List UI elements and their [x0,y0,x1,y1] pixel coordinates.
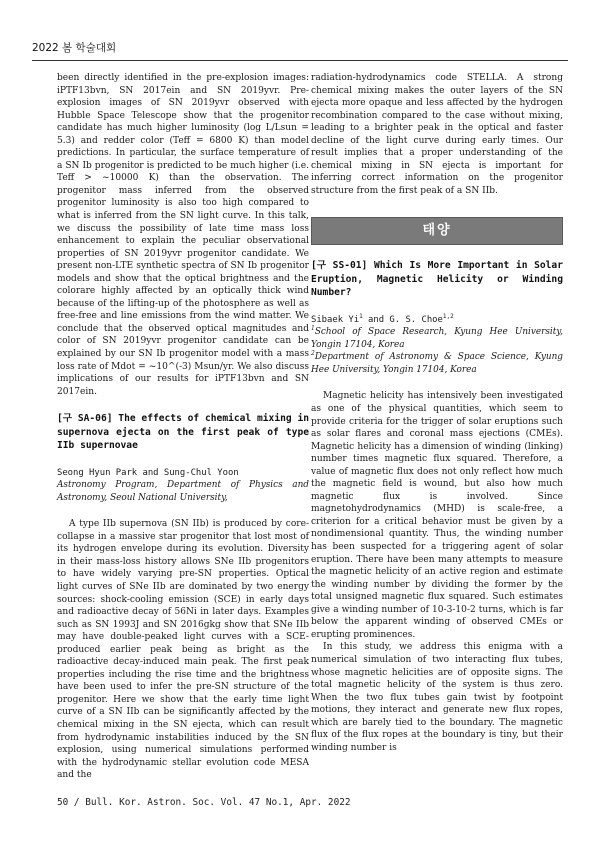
section-banner-label: 태양 [422,223,452,239]
abstract-body-sa06: A type IIb supernova (SN IIb) is produced by core-collapse in a massive star progenitor that lost most of its hydrogen envelope during its evolution. Diversity in their mass-loss history allows SNe IIb progenitors to have widely varying pre-SN properties. Optical light curves of SNe IIb are dominated by two energy sources: shock-cooling emission (SCE) in early days and radioactive decay of 56Ni in later days. Examples such as SN 1993J and SN 2016gkg show that SNe IIb may have double-peaked light curves with a SCE-produced earlier peak being as bright as the radioactive decay-induced main peak. The first peak properties including the rise time and the brightness have been used to infer the pre-SN structure of the progenitor. Here we show that the early time light curve of a SN IIb can be significantly affected by the chemical mixing in the SN ejecta, which can result from hydrodynamic instabilities induced by the SN explosion, using numerical simulations performed with the hydrodynamic stellar evolution code MESA and the [57,519,309,781]
author-choe-sup: 1,2 [442,313,454,320]
abstract-authors-sa06: Seong Hyun Park and Sung-Chul Yoon [57,467,239,478]
affiliation-2-text: Department of Astronomy & Space Science, Kyung Hee University, Yongin 17104, Korea [311,352,563,375]
abstract-affiliation-sa06: Astronomy Program, Department of Physics and Astronomy, Seoul National University, [57,480,309,503]
author-yi-sup: 1 [359,313,363,320]
left-column [57,72,309,782]
abstract-title-ss01: [구 SS-01] Which Is More Important in Solar Eruption, Magnetic Helicity or Winding Number? [311,260,563,299]
right-column [311,72,563,754]
affiliation-1-sup: 1 [311,325,315,333]
journal-header: 2022 봄 학술대회 [32,42,117,54]
continued-abstract-text-right: radiation-hydrodynamics code STELLA. A strong chemical mixing makes the outer layers of the SN ejecta more opaque and less affected by the hydrogen recombination compared to the case without mixing, leading to a brighter peak in the optical and faster decline of the light curve during early times. Our result implies that a proper understanding of the chemical mixing in SN ejecta is important for inferring correct information on the progenitor structure from the first peak of a SN IIb. [311,73,563,196]
continued-abstract-text: been directly identified in the pre-explosion images: iPTF13bvn, SN 2017ein and SN 2019yvr. Pre-explosion images of SN 2019yvr observed with Hubble Space Telescope show that the progenitor candidate has much higher luminosity (log L/Lsun = 5.3) and redder color (Teff = 6800 K) than model predictions. In particular, the surface temperature of a SN Ib progenitor is predicted to be much higher (i.e. Teff > ~10000 K) than the observation. The progenitor mass inferred from the observed progenitor luminosity is also too high compared to what is inferred from the SN light curve. In this talk, we discuss the possibility of late time mass loss enhancement to explain the peculiar observational properties of SN 2019yvr progenitor candidate. We present non-LTE synthetic spectra of SN Ib progenitor models and show that the optical brightness and the colorare highly affected by an optically thick wind because of the lifting-up of the photosphere as well as free-free and line emissions from the wind matter. We conclude that the observed optical magnitudes and color of SN 2019yvr progenitor candidate can be explained by our SN Ib progenitor model with a mass loss rate of Mdot = ~10^(-3) Msun/yr. We also discuss implications of our results for iPTF13bvn and SN 2017ein. [57,73,309,397]
author-yi: Sibaek Yi [311,314,360,325]
header-divider [32,60,568,61]
abstract-body-ss01-p2: In this study, we address this enigma with a numerical simulation of two interacting flux tubes, whose magnetic helicities are of opposite signs. The total magnetic helicity of the system is thus zero. When the two flux tubes gain twist by footpoint motions, they interact and generate new flux ropes, which are barely tied to the boundary. The magnetic flux of the flux ropes at the boundary is tiny, but their winding number is [311,642,563,753]
affiliation-2-sup: 2 [311,350,315,358]
affiliation-2 [311,351,563,376]
affiliation-1-text: School of Space Research, Kyung Hee University, Yongin 17104, Korea [311,327,563,350]
section-banner-solar [311,217,563,245]
abstract-authors-ss01 [311,314,563,327]
affiliation-1 [311,326,563,351]
abstract-body-ss01-p1: Magnetic helicity has intensively been investigated as one of the physical quantities, which seem to provide criteria for the trigger of solar eruptions such as solar flares and coronal mass ejections (CMEs). Magnetic helicity has a dimension of winding (linking) number times magnetic flux squared. Therefore, a value of magnetic flux does not only reflect how much the magnetic field is wound, but also how much magnetic flux is involved. Since magnetohydrodynamics (MHD) is scale-free, a criterion for a critical behavior must be given by a nondimensional quantity. Thus, the winding number has been suspected for a triggering agent of solar eruption. There have been many attempts to measure the magnetic helicity of an active region and estimate the winding number by dividing the former by the total unsigned magnetic flux squared. Such estimates give a winding number of 10-3-10-2 turns, which is far below the apparent winding of observed CMEs or erupting prominences. [311,391,563,640]
abstract-title-sa06: [구 SA-06] The effects of chemical mixing in supernova ejecta on the first peak of type IIb supernovae [57,413,309,452]
page-footer: 50 / Bull. Kor. Astron. Soc. Vol. 47 No.1, Apr. 2022 [57,797,351,808]
author-choe: and G. S. Choe [362,314,443,325]
